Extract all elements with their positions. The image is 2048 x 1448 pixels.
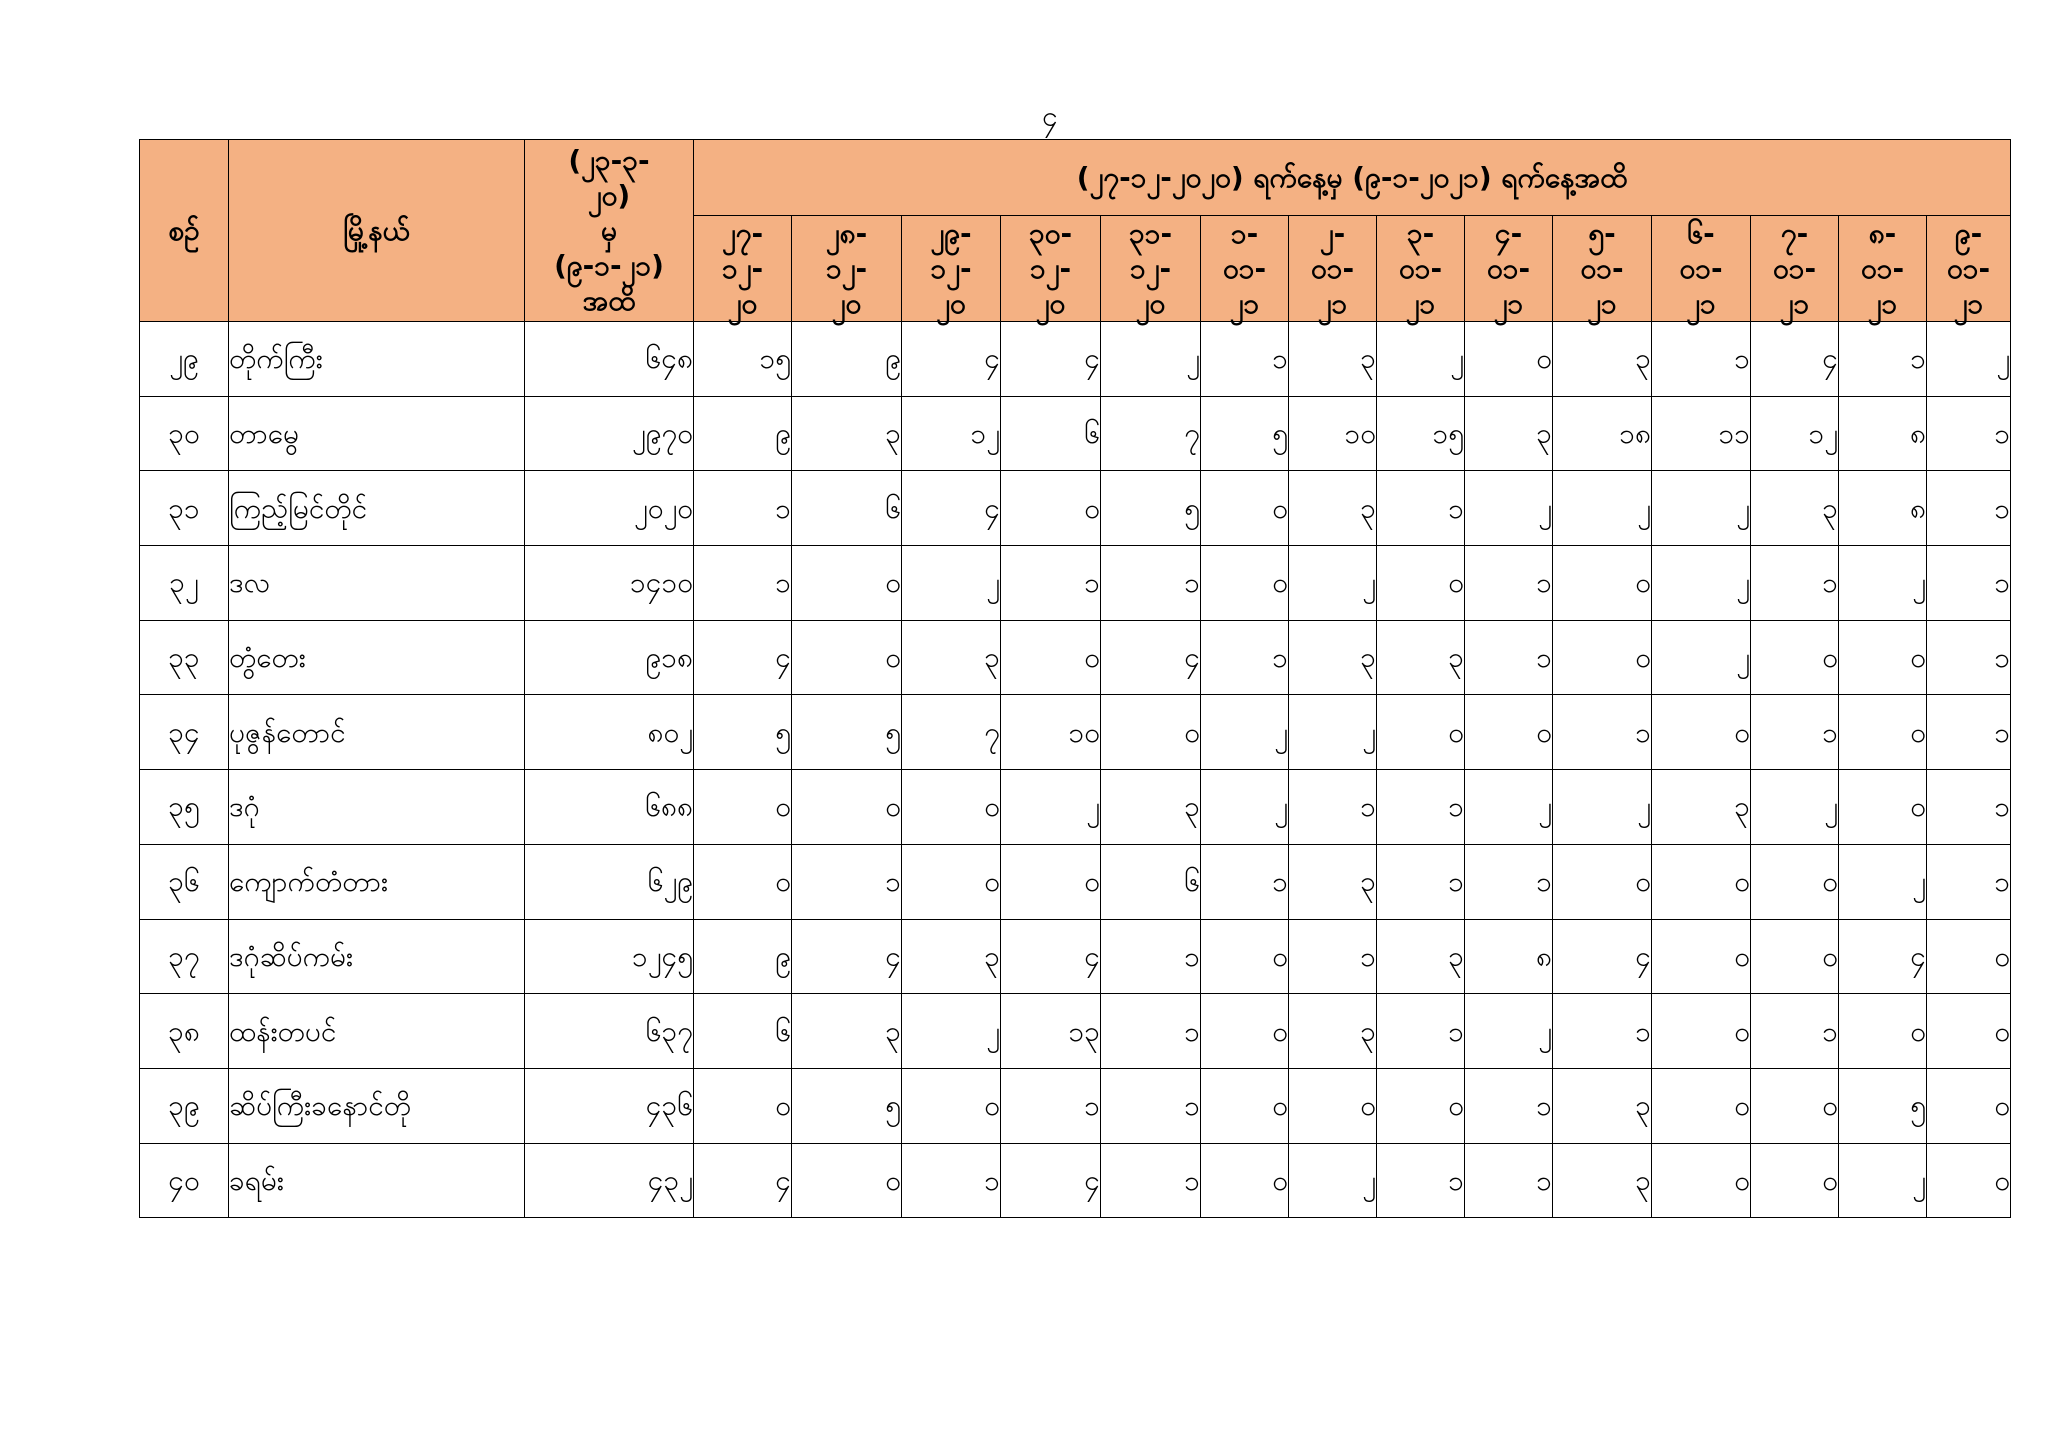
row-daily-value: ၅ <box>694 695 792 770</box>
header-date-part: ၁၂- <box>825 252 868 285</box>
header-date-part: ၁- <box>1230 217 1259 250</box>
row-daily-value: ၂ <box>1289 1143 1377 1218</box>
header-date-part: ၃- <box>1406 217 1435 250</box>
row-daily-value: ၃ <box>1553 322 1652 397</box>
row-daily-value: ၄ <box>1751 322 1839 397</box>
row-daily-value: ၆ <box>694 994 792 1069</box>
row-daily-value: ၂ <box>1289 695 1377 770</box>
row-daily-value: ၁ <box>1652 322 1751 397</box>
row-daily-value: ၁ <box>1927 695 2011 770</box>
row-total: ၂၀၂၀ <box>525 471 694 546</box>
row-daily-value: ၂ <box>1289 546 1377 621</box>
row-index: ၃၄ <box>140 695 229 770</box>
row-daily-value: ၅ <box>792 695 902 770</box>
header-township: မြို့နယ် <box>229 140 525 322</box>
row-index: ၃၁ <box>140 471 229 546</box>
row-daily-value: ၀ <box>1377 546 1465 621</box>
row-daily-value: ၁ <box>1927 546 2011 621</box>
row-daily-value: ၅ <box>1101 471 1201 546</box>
row-daily-value: ၀ <box>1751 620 1839 695</box>
row-daily-value: ၃ <box>1377 620 1465 695</box>
header-date-part: ၅- <box>1588 217 1616 250</box>
row-daily-value: ၉ <box>792 322 902 397</box>
row-township: ကျောက်တံတား <box>229 844 525 919</box>
row-total: ၆၄၈ <box>525 322 694 397</box>
header-date <box>1001 216 1101 322</box>
row-daily-value: ၃ <box>1553 1143 1652 1218</box>
row-daily-value: ၂ <box>1839 844 1927 919</box>
header-row-top <box>140 140 2011 216</box>
row-daily-value: ၄ <box>902 322 1001 397</box>
row-daily-value: ၀ <box>1377 1068 1465 1143</box>
row-daily-value: ၁ <box>1751 994 1839 1069</box>
table-row <box>140 546 2011 621</box>
row-daily-value: ၀ <box>1839 994 1927 1069</box>
row-daily-value: ၂ <box>1465 770 1553 845</box>
header-date-part: ၂၉- <box>930 217 972 250</box>
header-date-part: ၀၁- <box>1860 252 1905 285</box>
row-daily-value: ၀ <box>694 844 792 919</box>
row-daily-value: ၃ <box>1465 396 1553 471</box>
row-index: ၃၆ <box>140 844 229 919</box>
row-daily-value: ၀ <box>1751 1143 1839 1218</box>
row-daily-value: ၁ <box>1751 695 1839 770</box>
header-period: (၂၇-၁၂-၂၀၂၀) ရက်နေ့မှ (၉-၁-၂၀၂၁) ရက်နေ့အထိ <box>694 140 2011 216</box>
header-date-part: ၂၇- <box>721 217 764 250</box>
header-date-part: ၁၂- <box>930 252 972 285</box>
row-daily-value: ၀ <box>1465 322 1553 397</box>
row-daily-value: ၃ <box>902 620 1001 695</box>
row-daily-value: ၁ <box>1201 322 1289 397</box>
row-daily-value: ၁ <box>1839 322 1927 397</box>
row-daily-value: ၂ <box>1377 322 1465 397</box>
header-date-part: ၁၂- <box>1029 252 1072 285</box>
table-row <box>140 994 2011 1069</box>
row-daily-value: ၁ <box>1377 844 1465 919</box>
row-total: ၄၃၆ <box>525 1068 694 1143</box>
header-date-part: ၂၀ <box>727 287 758 320</box>
row-daily-value: ၃ <box>1101 770 1201 845</box>
row-daily-value: ၀ <box>1751 844 1839 919</box>
row-daily-value: ၉ <box>694 396 792 471</box>
row-daily-value: ၁ <box>1465 1143 1553 1218</box>
table-row <box>140 471 2011 546</box>
row-daily-value: ၀ <box>1201 1068 1289 1143</box>
table-row <box>140 919 2011 994</box>
row-daily-value: ၀ <box>792 770 902 845</box>
header-date-part: ၂၁ <box>1317 287 1348 320</box>
row-daily-value: ၁ <box>1751 546 1839 621</box>
row-daily-value: ၀ <box>1751 919 1839 994</box>
row-index: ၃၅ <box>140 770 229 845</box>
row-daily-value: ၁ <box>792 844 902 919</box>
row-index: ၃၈ <box>140 994 229 1069</box>
row-daily-value: ၂ <box>1553 471 1652 546</box>
row-daily-value: ၃ <box>902 919 1001 994</box>
row-daily-value: ၀ <box>902 1068 1001 1143</box>
header-date-part: ၉- <box>1954 217 1983 250</box>
row-daily-value: ၃ <box>792 396 902 471</box>
header-date-part: ၂၀ <box>831 287 862 320</box>
row-daily-value: ၀ <box>1101 695 1201 770</box>
row-daily-value: ၈ <box>1839 471 1927 546</box>
row-index: ၃၉ <box>140 1068 229 1143</box>
header-date <box>1201 216 1289 322</box>
row-daily-value: ၀ <box>1289 1068 1377 1143</box>
header-date-part: ၈- <box>1868 217 1897 250</box>
header-date <box>792 216 902 322</box>
row-daily-value: ၀ <box>1927 919 2011 994</box>
row-daily-value: ၄ <box>694 1143 792 1218</box>
header-date-part: ၂၁ <box>1405 287 1436 320</box>
header-date <box>1652 216 1751 322</box>
row-daily-value: ၀ <box>1001 471 1101 546</box>
header-date-part: ၂၈- <box>825 217 868 250</box>
row-total: ၄၃၂ <box>525 1143 694 1218</box>
row-daily-value: ၄ <box>1001 322 1101 397</box>
row-daily-value: ၁ <box>694 471 792 546</box>
row-total: ၉၁၈ <box>525 620 694 695</box>
row-daily-value: ၄ <box>1001 919 1101 994</box>
row-daily-value: ၀ <box>902 770 1001 845</box>
row-daily-value: ၁ <box>1289 919 1377 994</box>
row-index: ၃၂ <box>140 546 229 621</box>
row-township: ဒဂုံ <box>229 770 525 845</box>
row-daily-value: ၀ <box>792 620 902 695</box>
row-daily-value: ၁ <box>1101 1068 1201 1143</box>
row-daily-value: ၂ <box>1201 695 1289 770</box>
header-date-part: ၀၁- <box>1580 252 1624 285</box>
row-daily-value: ၅ <box>1839 1068 1927 1143</box>
row-daily-value: ၁ <box>1465 844 1553 919</box>
header-date-part: ၃၀- <box>1028 217 1073 250</box>
row-index: ၃၇ <box>140 919 229 994</box>
row-daily-value: ၁ <box>1553 695 1652 770</box>
header-date-part: ၂၀ <box>936 287 966 320</box>
row-daily-value: ၅ <box>1201 396 1289 471</box>
header-date-part: ၁၂- <box>721 252 764 285</box>
row-daily-value: ၁၅ <box>1377 396 1465 471</box>
row-township: ခရမ်း <box>229 1143 525 1218</box>
row-daily-value: ၁ <box>1101 1143 1201 1218</box>
row-daily-value: ၀ <box>1839 770 1927 845</box>
header-date-part: ၀၁- <box>1946 252 1991 285</box>
page-number: ၄ <box>1042 100 1058 133</box>
row-daily-value: ၁၀ <box>1001 695 1101 770</box>
header-total-line: မှ <box>601 214 617 247</box>
row-township: ဒဂုံဆိပ်ကမ်း <box>229 919 525 994</box>
row-daily-value: ၀ <box>1377 695 1465 770</box>
row-daily-value: ၀ <box>1201 546 1289 621</box>
header-date-part: ၀၁- <box>1398 252 1443 285</box>
table-body <box>140 322 2011 1218</box>
header-date-part: ၂- <box>1319 217 1346 250</box>
header-total-line: (၉-၁-၂၁) <box>554 249 664 282</box>
row-daily-value: ၀ <box>1751 1068 1839 1143</box>
row-daily-value: ၂ <box>1652 620 1751 695</box>
row-daily-value: ၈ <box>1465 919 1553 994</box>
row-daily-value: ၀ <box>1652 1143 1751 1218</box>
row-daily-value: ၀ <box>1001 844 1101 919</box>
row-daily-value: ၂ <box>1201 770 1289 845</box>
table-row <box>140 770 2011 845</box>
header-date <box>1927 216 2011 322</box>
header-date-part: ၂၁ <box>1867 287 1898 320</box>
row-daily-value: ၀ <box>1553 546 1652 621</box>
header-date <box>1553 216 1652 322</box>
header-date-part: ၂၀ <box>1135 287 1166 320</box>
row-daily-value: ၀ <box>1553 844 1652 919</box>
row-daily-value: ၃ <box>1751 471 1839 546</box>
header-date-part: ၇- <box>1780 217 1809 250</box>
header-date <box>1377 216 1465 322</box>
row-total: ၁၂၄၅ <box>525 919 694 994</box>
row-daily-value: ၃ <box>1289 994 1377 1069</box>
row-total: ၆၂၉ <box>525 844 694 919</box>
row-daily-value: ၀ <box>1927 1143 2011 1218</box>
header-total-line: ၂၀) <box>587 179 631 212</box>
row-daily-value: ၃ <box>1289 471 1377 546</box>
row-daily-value: ၁ <box>1001 546 1101 621</box>
row-index: ၃၀ <box>140 396 229 471</box>
row-township: တိုက်ကြီး <box>229 322 525 397</box>
header-date-part: ၂၁ <box>1779 287 1810 320</box>
row-daily-value: ၀ <box>1652 844 1751 919</box>
row-daily-value: ၁၁ <box>1652 396 1751 471</box>
row-daily-value: ၃ <box>1289 620 1377 695</box>
row-daily-value: ၁ <box>1377 994 1465 1069</box>
row-daily-value: ၃ <box>1289 844 1377 919</box>
township-case-table <box>139 139 2011 1218</box>
row-total: ၂၉၇၀ <box>525 396 694 471</box>
row-daily-value: ၆ <box>1101 844 1201 919</box>
row-daily-value: ၀ <box>1201 471 1289 546</box>
row-daily-value: ၀ <box>1839 695 1927 770</box>
row-daily-value: ၄ <box>1101 620 1201 695</box>
row-daily-value: ၁ <box>1101 919 1201 994</box>
row-daily-value: ၁ <box>1927 844 2011 919</box>
header-date-part: ၀၁- <box>1679 252 1723 285</box>
header-index: စဉ် <box>140 140 229 322</box>
row-daily-value: ၁၂ <box>1751 396 1839 471</box>
header-date-part: ၀၁- <box>1486 252 1531 285</box>
row-total: ၈၀၂ <box>525 695 694 770</box>
row-daily-value: ၂ <box>1001 770 1101 845</box>
row-daily-value: ၂ <box>1465 994 1553 1069</box>
row-daily-value: ၁ <box>902 1143 1001 1218</box>
row-daily-value: ၆ <box>1001 396 1101 471</box>
header-date-part: ၀၁- <box>1310 252 1355 285</box>
row-daily-value: ၀ <box>792 546 902 621</box>
table-row <box>140 396 2011 471</box>
row-daily-value: ၁ <box>1927 770 2011 845</box>
header-date-part: ၂၁ <box>1587 287 1617 320</box>
table-row <box>140 1143 2011 1218</box>
row-daily-value: ၃ <box>1652 770 1751 845</box>
row-daily-value: ၃ <box>1377 919 1465 994</box>
row-daily-value: ၁ <box>1465 546 1553 621</box>
table-row <box>140 1068 2011 1143</box>
row-daily-value: ၀ <box>1652 919 1751 994</box>
header-date-part: ၂၁ <box>1686 287 1716 320</box>
row-daily-value: ၂ <box>1839 1143 1927 1218</box>
row-daily-value: ၂ <box>902 994 1001 1069</box>
row-index: ၃၃ <box>140 620 229 695</box>
header-date-part: ၆- <box>1687 217 1715 250</box>
header-date <box>1751 216 1839 322</box>
table-row <box>140 844 2011 919</box>
row-daily-value: ၁ <box>1377 1143 1465 1218</box>
row-index: ၂၉ <box>140 322 229 397</box>
header-total <box>525 140 694 322</box>
row-daily-value: ၁၅ <box>694 322 792 397</box>
row-total: ၆၈၈ <box>525 770 694 845</box>
row-daily-value: ၀ <box>1927 994 2011 1069</box>
row-daily-value: ၄ <box>694 620 792 695</box>
header-date-part: ၀၁- <box>1772 252 1817 285</box>
row-daily-value: ၀ <box>792 1143 902 1218</box>
row-daily-value: ၃ <box>1553 1068 1652 1143</box>
row-daily-value: ၁ <box>1101 994 1201 1069</box>
row-daily-value: ၄ <box>1001 1143 1101 1218</box>
row-daily-value: ၁ <box>1201 620 1289 695</box>
header-date-part: ၃၁- <box>1128 217 1173 250</box>
row-daily-value: ၁ <box>1927 396 2011 471</box>
header-total-line: အထိ <box>582 284 636 317</box>
row-daily-value: ၁၈ <box>1553 396 1652 471</box>
row-daily-value: ၀ <box>1553 620 1652 695</box>
row-daily-value: ၂ <box>902 546 1001 621</box>
row-daily-value: ၁၃ <box>1001 994 1101 1069</box>
row-daily-value: ၁ <box>1927 620 2011 695</box>
row-daily-value: ၂ <box>1465 471 1553 546</box>
row-index: ၄၀ <box>140 1143 229 1218</box>
header-total-line: (၂၃-၃- <box>568 144 650 177</box>
row-daily-value: ၅ <box>792 1068 902 1143</box>
row-daily-value: ၀ <box>694 1068 792 1143</box>
row-daily-value: ၁ <box>1465 1068 1553 1143</box>
row-daily-value: ၂ <box>1751 770 1839 845</box>
row-daily-value: ၄ <box>792 919 902 994</box>
table-row <box>140 695 2011 770</box>
row-daily-value: ၂ <box>1927 322 2011 397</box>
row-daily-value: ၃ <box>1289 322 1377 397</box>
row-daily-value: ၀ <box>1652 695 1751 770</box>
row-daily-value: ၁၂ <box>902 396 1001 471</box>
row-daily-value: ၀ <box>1652 1068 1751 1143</box>
row-daily-value: ၀ <box>1465 695 1553 770</box>
row-daily-value: ၂ <box>1101 322 1201 397</box>
row-township: ဆိပ်ကြီးခနောင်တို <box>229 1068 525 1143</box>
row-daily-value: ၈ <box>1839 396 1927 471</box>
row-township: ဒလ <box>229 546 525 621</box>
row-township: ကြည့်မြင်တိုင် <box>229 471 525 546</box>
row-daily-value: ၄ <box>1839 919 1927 994</box>
row-daily-value: ၄ <box>902 471 1001 546</box>
header-date-part: ၂၁ <box>1953 287 1984 320</box>
header-date <box>1101 216 1201 322</box>
row-daily-value: ၃ <box>792 994 902 1069</box>
row-daily-value: ၄ <box>1553 919 1652 994</box>
row-total: ၆၃၇ <box>525 994 694 1069</box>
header-date-part: ၂၁ <box>1229 287 1260 320</box>
header-date <box>1465 216 1553 322</box>
row-township: ပုဇွန်တောင် <box>229 695 525 770</box>
row-daily-value: ၆ <box>792 471 902 546</box>
row-daily-value: ၁ <box>1927 471 2011 546</box>
row-daily-value: ၇ <box>902 695 1001 770</box>
row-daily-value: ၁ <box>1289 770 1377 845</box>
row-daily-value: ၁ <box>1001 1068 1101 1143</box>
header-date <box>694 216 792 322</box>
header-date-part: ၂၀ <box>1035 287 1066 320</box>
table-row <box>140 620 2011 695</box>
header-date <box>1839 216 1927 322</box>
row-daily-value: ၀ <box>1001 620 1101 695</box>
row-daily-value: ၁ <box>1377 770 1465 845</box>
header-date <box>902 216 1001 322</box>
row-daily-value: ၁ <box>1377 471 1465 546</box>
row-daily-value: ၀ <box>694 770 792 845</box>
row-township: တာမွေ <box>229 396 525 471</box>
row-daily-value: ၂ <box>1652 546 1751 621</box>
row-daily-value: ၁ <box>1201 844 1289 919</box>
row-daily-value: ၁ <box>694 546 792 621</box>
row-daily-value: ၂ <box>1553 770 1652 845</box>
row-daily-value: ၀ <box>1201 1143 1289 1218</box>
header-date-part: ၀၁- <box>1222 252 1267 285</box>
row-daily-value: ၁ <box>1465 620 1553 695</box>
table-row <box>140 322 2011 397</box>
row-daily-value: ၀ <box>1652 994 1751 1069</box>
row-daily-value: ၀ <box>1839 620 1927 695</box>
header-date <box>1289 216 1377 322</box>
row-daily-value: ၀ <box>1201 919 1289 994</box>
row-daily-value: ၇ <box>1101 396 1201 471</box>
row-daily-value: ၂ <box>1652 471 1751 546</box>
row-total: ၁၄၁၀ <box>525 546 694 621</box>
header-date-part: ၁၂- <box>1129 252 1172 285</box>
row-township: တွံတေး <box>229 620 525 695</box>
row-township: ထန်းတပင် <box>229 994 525 1069</box>
row-daily-value: ၀ <box>1201 994 1289 1069</box>
row-daily-value: ၁ <box>1553 994 1652 1069</box>
header-date-part: ၄- <box>1494 217 1523 250</box>
row-daily-value: ၀ <box>902 844 1001 919</box>
row-daily-value: ၀ <box>1927 1068 2011 1143</box>
row-daily-value: ၉ <box>694 919 792 994</box>
row-daily-value: ၁ <box>1101 546 1201 621</box>
header-date-part: ၂၁ <box>1493 287 1524 320</box>
row-daily-value: ၁၀ <box>1289 396 1377 471</box>
row-daily-value: ၂ <box>1839 546 1927 621</box>
